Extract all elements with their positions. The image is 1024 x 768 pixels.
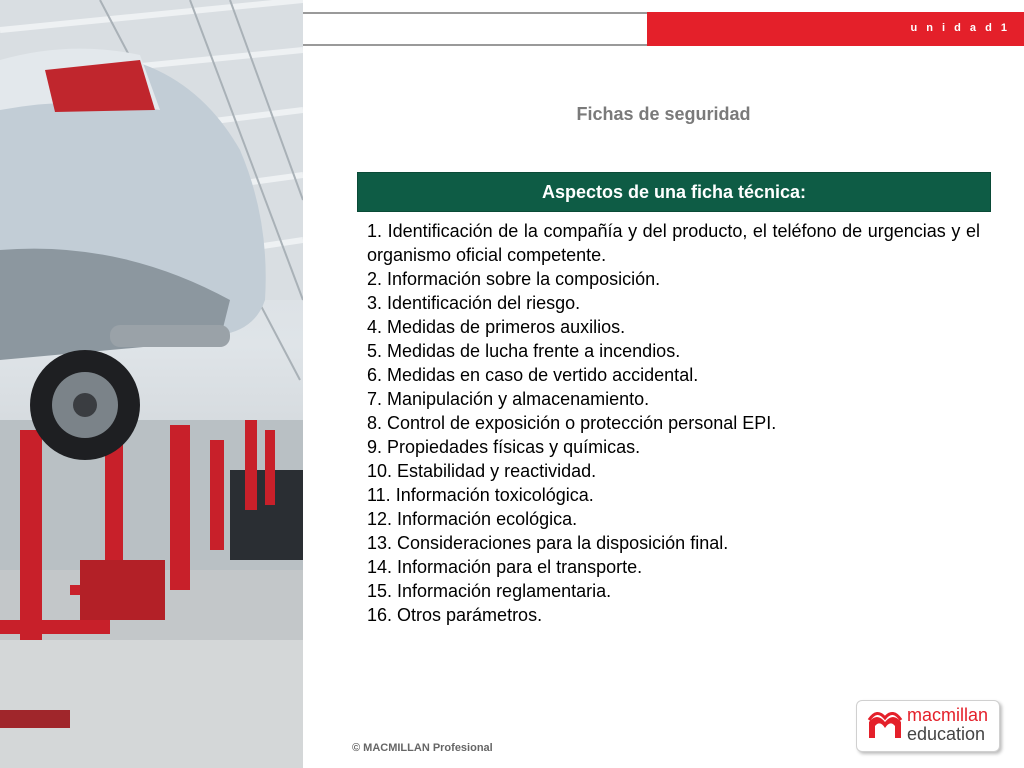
list-item: 15. Información reglamentaria.: [367, 581, 612, 601]
box-header: Aspectos de una ficha técnica:: [357, 172, 991, 212]
list-item: 12. Información ecológica.: [367, 509, 578, 529]
technical-sheet-list: [367, 219, 980, 627]
list-item: 5. Medidas de lucha frente a incendios.: [367, 341, 681, 361]
copyright-notice: © MACMILLAN Profesional: [352, 742, 493, 754]
list-item: 1. Identificación de la compañía y del producto, el teléfono de urgencias y el organismo oficial competente.: [367, 221, 980, 265]
header-rule-top: [303, 12, 647, 14]
list-item: 2. Información sobre la composición.: [367, 269, 661, 289]
macmillan-education-logo: [856, 700, 1000, 752]
workshop-illustration: [0, 0, 303, 768]
list-item: 7. Manipulación y almacenamiento.: [367, 389, 650, 409]
list-item: 10. Estabilidad y reactividad.: [367, 461, 597, 481]
list-item: 11. Información toxicológica.: [367, 485, 594, 505]
unit-banner: [647, 12, 1024, 46]
list-item: 9. Propiedades físicas y químicas.: [367, 437, 641, 457]
logo-line2: education: [907, 724, 986, 744]
list-item: 4. Medidas de primeros auxilios.: [367, 317, 626, 337]
logo-line1: macmillan: [907, 705, 989, 725]
list-item: 13. Consideraciones para la disposición final.: [367, 533, 729, 553]
list-item: 8. Control de exposición o protección personal EPI.: [367, 413, 777, 433]
header-rule-bottom: [303, 44, 647, 46]
list-item: 6. Medidas en caso de vertido accidental.: [367, 365, 699, 385]
page-title: Fichas de seguridad: [576, 104, 751, 124]
list-item: 16. Otros parámetros.: [367, 605, 543, 625]
workshop-photo: [0, 0, 303, 768]
macmillan-logo-icon: [867, 708, 903, 747]
list-item: 14. Información para el transporte.: [367, 557, 643, 577]
unit-label: u n i d a d 1: [910, 22, 1010, 34]
list-item: 3. Identificación del riesgo.: [367, 293, 581, 313]
